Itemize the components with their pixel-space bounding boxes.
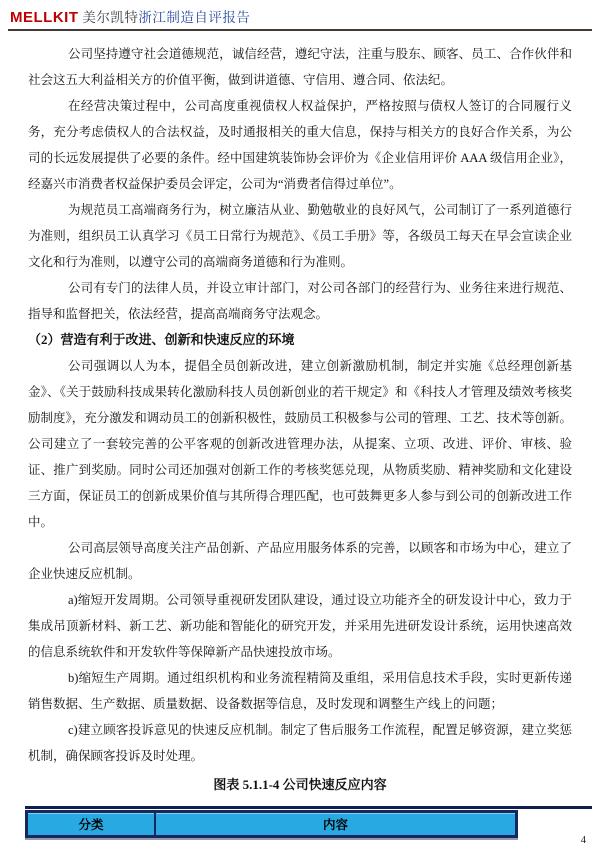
list-item-paragraph: a)缩短开发周期。公司领导重视研发团队建设，通过设立功能齐全的研发设计中心，致力于集成吊顶新材料、新工艺、新功能和智能化的研究开发，并采用先进研发设计系统，运用快速高效的信息系统软件和开发软件等保障新产品快速投放市场。 <box>28 593 572 659</box>
paragraph: 公司有专门的法律人员，并设立审计部门，对公司各部门的经营行为、业务往来进行规范、指导和监督把关，依法经营，提高高端商务守法观念。 <box>28 281 572 321</box>
paragraph: 为规范员工高端商务行为，树立廉洁从业、勤勉敬业的良好风气，公司制订了一系列道德行为准则，组织员工认真学习《员工日常行为规范》、《员工手册》等，各级员工每天在早会宣读企业文化和行为准则，以遵守公司的高端商务道德和行为准则。 <box>28 203 572 269</box>
header-rule <box>8 29 592 31</box>
table-header-row <box>25 810 518 838</box>
quick-reaction-table <box>25 806 592 838</box>
section-heading: （2）营造有利于改进、创新和快速反应的环境 <box>28 332 295 347</box>
document-body <box>28 41 572 798</box>
table-top-border <box>25 806 592 809</box>
report-title: 浙江制造自评报告 <box>138 10 251 25</box>
paragraph: 公司坚持遵守社会道德规范，诚信经营，遵纪守法，注重与股东、顾客、员工、合作伙伴和社会这五大利益相关方的价值平衡，做到讲道德、守信用、遵合同、依法纪。 <box>28 47 572 87</box>
company-name: 美尔凯特 <box>82 10 139 25</box>
figure-caption: 图表 5.1.1-4 公司快速反应内容 <box>213 777 387 792</box>
list-item-paragraph: b)缩短生产周期。通过组织机构和业务流程精简及重组，采用信息技术手段，实时更新传递销售数据、生产数据、质量数据、设备数据等信息，及时发现和调整生产线上的问题； <box>28 671 572 711</box>
paragraph: 在经营决策过程中，公司高度重视债权人权益保护，严格按照与债权人签订的合同履行义务，充分考虑债权人的合法权益，及时通报相关的重大信息，保持与相关方的良好合作关系，为公司的长远发展提供了必要的条件。经中国建筑装饰协会评价为《企业信用评价 AAA 级信用企业》，经嘉兴市消费者权益保护委员会评定，公司为“消费者信得过单位”。 <box>28 99 572 191</box>
table-header-cell-content: 内容 <box>322 818 348 832</box>
paragraph: 公司高层领导高度关注产品创新、产品应用服务体系的完善，以顾客和市场为中心，建立了企业快速反应机制。 <box>28 541 572 581</box>
list-item-paragraph: c)建立顾客投诉意见的快速反应机制。制定了售后服务工作流程，配置足够资源，建立奖惩机制，确保顾客投诉及时处理。 <box>28 723 572 763</box>
brand-logo: MELLKIT <box>10 9 79 26</box>
table-header-cell-category: 分类 <box>28 813 156 835</box>
report-header <box>10 6 590 26</box>
page-number: 4 <box>580 835 586 846</box>
paragraph: 公司强调以人为本，提倡全员创新改进，建立创新激励机制，制定并实施《总经理创新基金》、《关于鼓励科技成果转化激励科技人员创新创业的若干规定》和《科技人才管理及绩效考核奖励制度》，充分激发和调动员工的创新积极性，鼓励员工积极参与公司的管理、工艺、技术等创新。公司建立了一套较完善的公平客观的创新改进管理办法，从提案、立项、改进、评价、审核、验证、推广到奖励。同时公司还加强对创新工作的考核奖惩兑现，从物质奖励、精神奖励和文化建设三方面，保证员工的创新成果价值与其所得合理匹配，也可鼓舞更多人参与到公司的创新改进工作中。 <box>28 359 572 529</box>
